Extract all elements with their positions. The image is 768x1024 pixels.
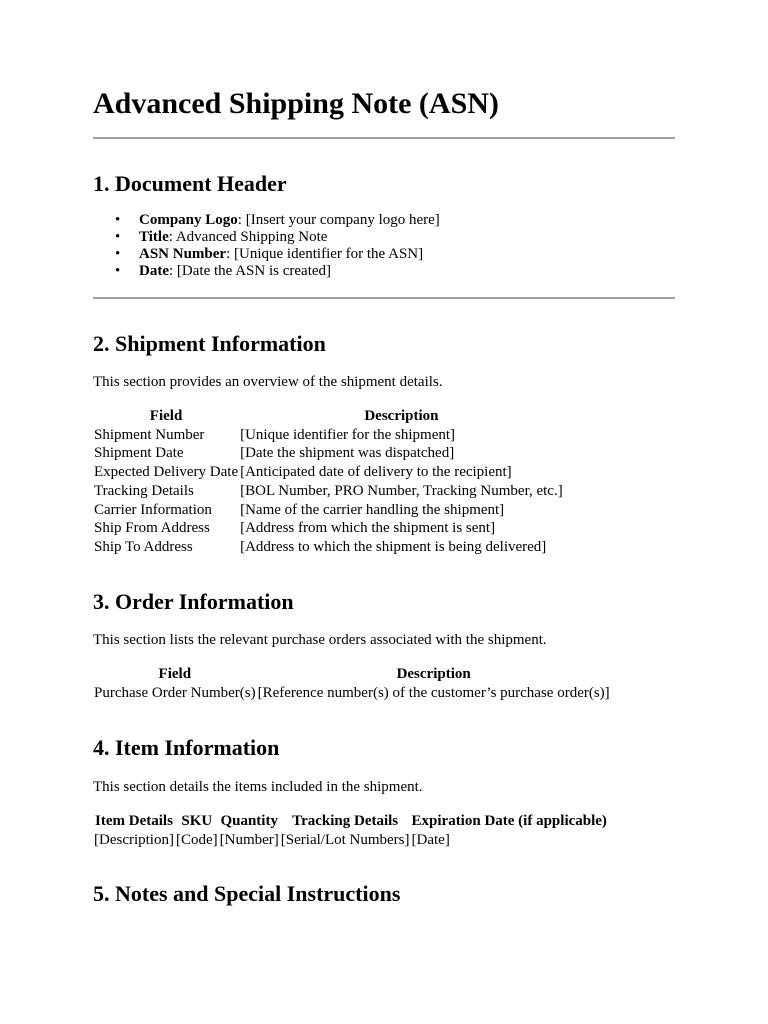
table-row	[93, 444, 564, 463]
list-item-label: Date	[139, 263, 169, 279]
item-information-table	[93, 812, 608, 849]
list-item	[139, 229, 440, 246]
document-header-list	[93, 212, 440, 280]
table-cell: [BOL Number, PRO Number, Tracking Number, etc.]	[240, 482, 563, 499]
table-cell: Expected Delivery Date	[94, 464, 239, 481]
table-header-row	[93, 407, 564, 426]
table-row	[93, 426, 564, 445]
table-row	[93, 538, 564, 557]
table-cell: Carrier Information	[94, 501, 212, 518]
table-cell: Ship To Address	[94, 538, 193, 555]
table-cell: [Code]	[175, 831, 218, 848]
table-row	[93, 684, 611, 703]
column-header: Quantity	[220, 813, 278, 829]
list-item-label: Company Logo	[139, 212, 238, 228]
list-item	[139, 263, 440, 280]
list-item-label: ASN Number	[139, 246, 227, 262]
column-header: Item Details	[95, 813, 173, 829]
table-cell: Shipment Number	[94, 426, 205, 443]
section-intro: This section details the items included in the shipment.	[93, 779, 423, 795]
table-cell: [Reference number(s) of the customer’s purchase order(s)]	[257, 684, 610, 701]
section-heading-shipment-information: 2. Shipment Information	[93, 331, 326, 356]
list-item-value: : [Insert your company logo here]	[237, 212, 440, 228]
table-row	[93, 519, 564, 538]
divider	[93, 137, 675, 139]
table-cell: Shipment Date	[94, 445, 184, 462]
section-heading-order-information: 3. Order Information	[93, 589, 294, 614]
section-heading-notes: 5. Notes and Special Instructions	[93, 881, 401, 906]
column-header: Tracking Details	[292, 813, 399, 829]
divider	[93, 297, 675, 299]
table-cell: [Description]	[94, 831, 174, 848]
table-cell: [Number]	[219, 831, 279, 848]
table-cell: [Name of the carrier handling the shipment]	[240, 501, 505, 518]
list-item	[139, 212, 440, 229]
table-header-row	[93, 665, 611, 684]
table-cell: Purchase Order Number(s)	[94, 684, 256, 701]
column-header: Description	[396, 666, 471, 682]
list-item-value: : [Unique identifier for the ASN]	[226, 246, 424, 262]
table-cell: [Unique identifier for the shipment]	[240, 426, 456, 443]
column-header: SKU	[181, 813, 213, 829]
column-header: Description	[364, 408, 439, 424]
table-cell: [Address to which the shipment is being delivered]	[240, 538, 547, 555]
table-cell: [Date]	[411, 831, 450, 848]
table-cell: [Anticipated date of delivery to the recipient]	[240, 464, 512, 481]
table-row	[93, 463, 564, 482]
list-item-label: Title	[139, 229, 169, 245]
list-item	[139, 246, 440, 263]
table-header-row	[93, 812, 608, 831]
table-row	[93, 482, 564, 501]
section-heading-item-information: 4. Item Information	[93, 735, 280, 760]
section-heading-document-header: 1. Document Header	[93, 171, 287, 196]
section-intro: This section provides an overview of the shipment details.	[93, 374, 443, 390]
shipment-information-table	[93, 407, 564, 557]
column-header: Field	[158, 666, 192, 682]
table-cell: [Serial/Lot Numbers]	[280, 831, 410, 848]
list-item-value: : Advanced Shipping Note	[168, 229, 328, 245]
section-intro: This section lists the relevant purchase orders associated with the shipment.	[93, 632, 547, 648]
table-cell: [Date the shipment was dispatched]	[240, 445, 455, 462]
column-header: Expiration Date (if applicable)	[411, 813, 607, 829]
document-title: Advanced Shipping Note (ASN)	[93, 87, 499, 120]
list-item-value: : [Date the ASN is created]	[169, 263, 332, 279]
order-information-table	[93, 665, 611, 702]
column-header: Field	[149, 408, 183, 424]
table-row	[93, 831, 608, 850]
table-cell: Ship From Address	[94, 520, 210, 537]
table-row	[93, 501, 564, 520]
table-cell: [Address from which the shipment is sent]	[240, 520, 496, 537]
table-cell: Tracking Details	[94, 482, 194, 499]
